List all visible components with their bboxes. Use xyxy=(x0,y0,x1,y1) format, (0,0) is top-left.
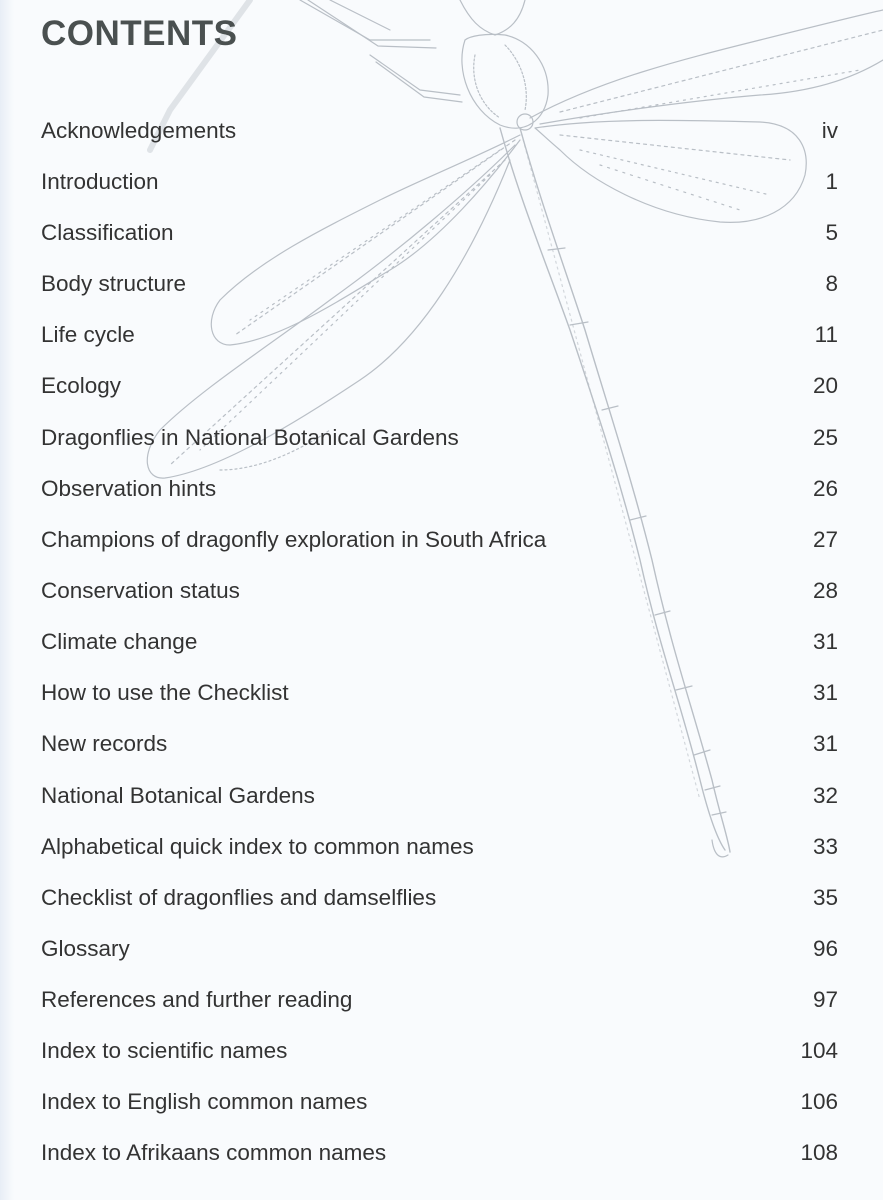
toc-entry-title: Champions of dragonfly exploration in South Africa xyxy=(41,527,547,552)
toc-entry-page: 104 xyxy=(800,1038,838,1063)
toc-entry-title: Glossary xyxy=(41,936,130,961)
toc-entry-title: Index to scientific names xyxy=(41,1038,288,1063)
toc-entry-title: National Botanical Gardens xyxy=(41,783,315,808)
toc-entry-climate-change[interactable] xyxy=(41,627,838,657)
toc-entry-title: References and further reading xyxy=(41,987,353,1012)
toc-entry-conservation-status[interactable] xyxy=(41,576,838,606)
toc-entry-page: 8 xyxy=(825,271,838,296)
toc-entry-page: 33 xyxy=(812,834,838,859)
toc-entry-title: New records xyxy=(41,731,168,756)
toc-entry-title: Introduction xyxy=(41,169,159,194)
toc-entry-glossary[interactable] xyxy=(41,934,838,964)
toc-entry-classification[interactable] xyxy=(41,218,838,248)
toc-entry-page: 11 xyxy=(814,322,838,347)
toc-entry-title: Life cycle xyxy=(41,322,135,347)
toc-entry-page: 26 xyxy=(812,476,838,501)
toc-entry-page: 97 xyxy=(812,987,838,1012)
toc-entry-checklist[interactable] xyxy=(41,883,838,913)
page-gutter-shadow xyxy=(0,0,14,1200)
toc-entry-page: 106 xyxy=(800,1089,838,1114)
toc-entry-page: 1 xyxy=(825,169,838,194)
toc-entry-page: 31 xyxy=(812,731,838,756)
toc-entry-references[interactable] xyxy=(41,985,838,1015)
toc-entry-title: Checklist of dragonflies and damselflies xyxy=(41,885,437,910)
toc-entry-title: Ecology xyxy=(41,373,122,398)
toc-entry-title: Alphabetical quick index to common names xyxy=(41,834,474,859)
toc-entry-life-cycle[interactable] xyxy=(41,320,838,350)
toc-entry-page: 31 xyxy=(812,629,838,654)
toc-entry-title: Conservation status xyxy=(41,578,240,603)
toc-entry-title: Index to Afrikaans common names xyxy=(41,1140,387,1165)
toc-entry-page: 20 xyxy=(812,373,838,398)
toc-entry-new-records[interactable] xyxy=(41,729,838,759)
toc-entry-title: Observation hints xyxy=(41,476,217,501)
toc-entry-title: Acknowledgements xyxy=(41,118,237,143)
toc-entry-acknowledgements[interactable] xyxy=(41,116,838,146)
toc-entry-observation-hints[interactable] xyxy=(41,474,838,504)
toc-entry-index-scientific[interactable] xyxy=(41,1036,838,1066)
toc-entry-title: Body structure xyxy=(41,271,187,296)
toc-entry-index-afrikaans[interactable] xyxy=(41,1138,838,1168)
toc-entry-how-to-use-checklist[interactable] xyxy=(41,678,838,708)
toc-entry-introduction[interactable] xyxy=(41,167,838,197)
toc-entry-page: 108 xyxy=(800,1140,838,1165)
toc-entry-page: 5 xyxy=(825,220,838,245)
toc-entry-title: Index to English common names xyxy=(41,1089,368,1114)
toc-entry-quick-index[interactable] xyxy=(41,832,838,862)
toc-entry-page: 31 xyxy=(812,680,838,705)
toc-entry-title: Classification xyxy=(41,220,174,245)
page-title: CONTENTS xyxy=(41,14,238,53)
toc-entry-dragonflies-in-gardens[interactable] xyxy=(41,423,838,453)
toc-entry-page: 35 xyxy=(812,885,838,910)
toc-entry-page: 28 xyxy=(812,578,838,603)
toc-entry-title: Climate change xyxy=(41,629,198,654)
toc-entry-page: 25 xyxy=(812,425,838,450)
toc-entry-index-english[interactable] xyxy=(41,1087,838,1117)
toc-entry-title: Dragonflies in National Botanical Gardens xyxy=(41,425,459,450)
toc-entry-page: iv xyxy=(821,118,838,143)
toc-entry-page: 32 xyxy=(812,783,838,808)
toc-entry-title: How to use the Checklist xyxy=(41,680,289,705)
toc-entry-ecology[interactable] xyxy=(41,371,838,401)
toc-entry-page: 96 xyxy=(812,936,838,961)
toc-entry-page: 27 xyxy=(812,527,838,552)
toc-entry-national-botanical-gardens[interactable] xyxy=(41,781,838,811)
toc-entry-champions[interactable] xyxy=(41,525,838,555)
toc-entry-body-structure[interactable] xyxy=(41,269,838,299)
